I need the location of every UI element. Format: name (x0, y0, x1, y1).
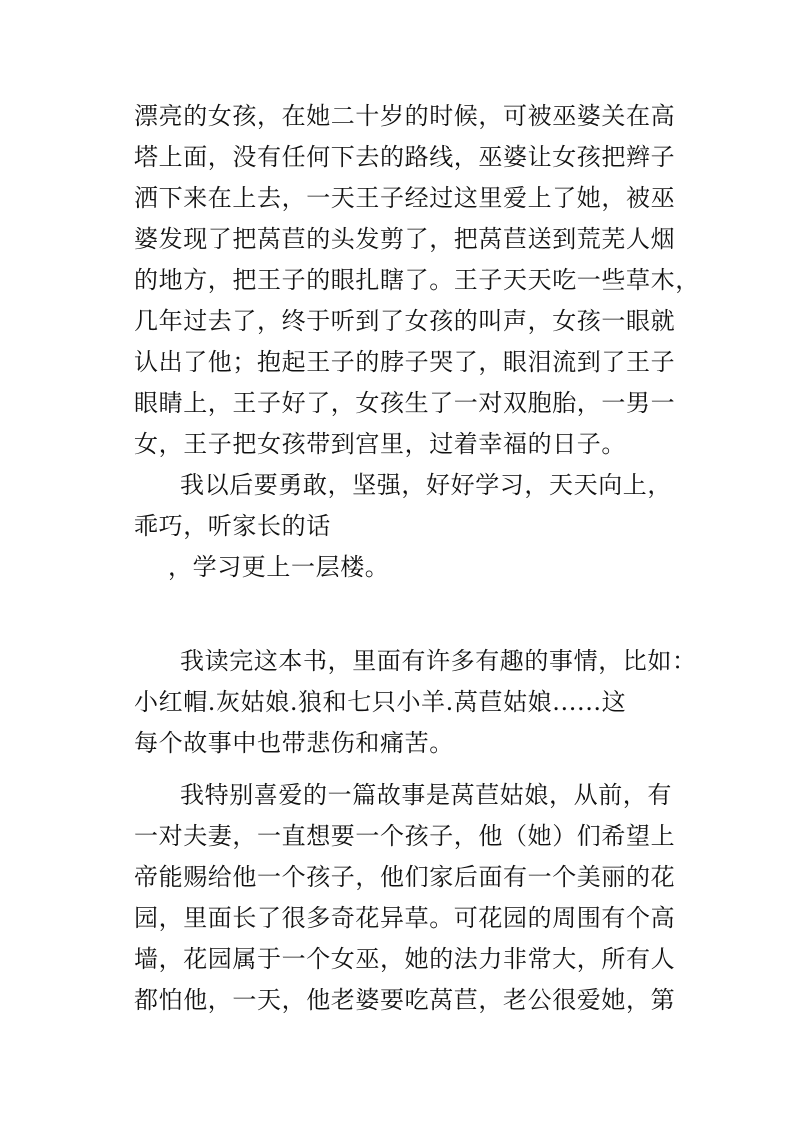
text-line-9: 女，王子把女孩带到宫里，过着幸福的日子。 (134, 430, 626, 458)
text-line-5: 的地方，把王子的眼扎瞎了。王子天天吃一些草木， (134, 266, 700, 294)
text-line-2: 塔上面，没有任何下去的路线，巫婆让女孩把辫子 (134, 143, 676, 171)
text-line-12: ，学习更上一层楼。 (168, 553, 390, 581)
text-line-8: 眼睛上，王子好了，女孩生了一对双胞胎，一男一 (134, 389, 676, 417)
text-line-21: 都怕他，一天，他老婆要吃莴苣，老公很爱她，第 (134, 986, 676, 1014)
text-line-16: 我特别喜爱的一篇故事是莴苣姑娘，从前，有 (180, 781, 672, 809)
text-line-6: 几年过去了，终于听到了女孩的叫声，女孩一眼就 (134, 307, 676, 335)
text-line-20: 墙，花园属于一个女巫，她的法力非常大，所有人 (134, 945, 676, 973)
text-line-13: 我读完这本书，里面有许多有趣的事情，比如： (180, 647, 697, 675)
text-line-10: 我以后要勇敢，坚强，好好学习，天天向上， (180, 471, 672, 499)
text-line-15: 每个故事中也带悲伤和痛苦。 (134, 729, 454, 757)
text-line-1: 漂亮的女孩，在她二十岁的时候，可被巫婆关在高 (134, 102, 676, 130)
text-line-3: 洒下来在上去，一天王子经过这里爱上了她，被巫 (134, 184, 676, 212)
text-line-18: 帝能赐给他一个孩子，他们家后面有一个美丽的花 (134, 863, 676, 891)
text-line-11: 乖巧，听家长的话 (134, 512, 331, 540)
text-line-17: 一对夫妻，一直想要一个孩子，他（她）们希望上 (134, 822, 676, 850)
text-line-7: 认出了他；抱起王子的脖子哭了，眼泪流到了王子 (134, 348, 676, 376)
text-line-19: 园，里面长了很多奇花异草。可花园的周围有个高 (134, 904, 676, 932)
text-line-4: 婆发现了把莴苣的头发剪了，把莴苣送到荒芜人烟 (134, 225, 676, 253)
text-line-14: 小红帽.灰姑娘.狼和七只小羊.莴苣姑娘......这 (134, 688, 627, 716)
